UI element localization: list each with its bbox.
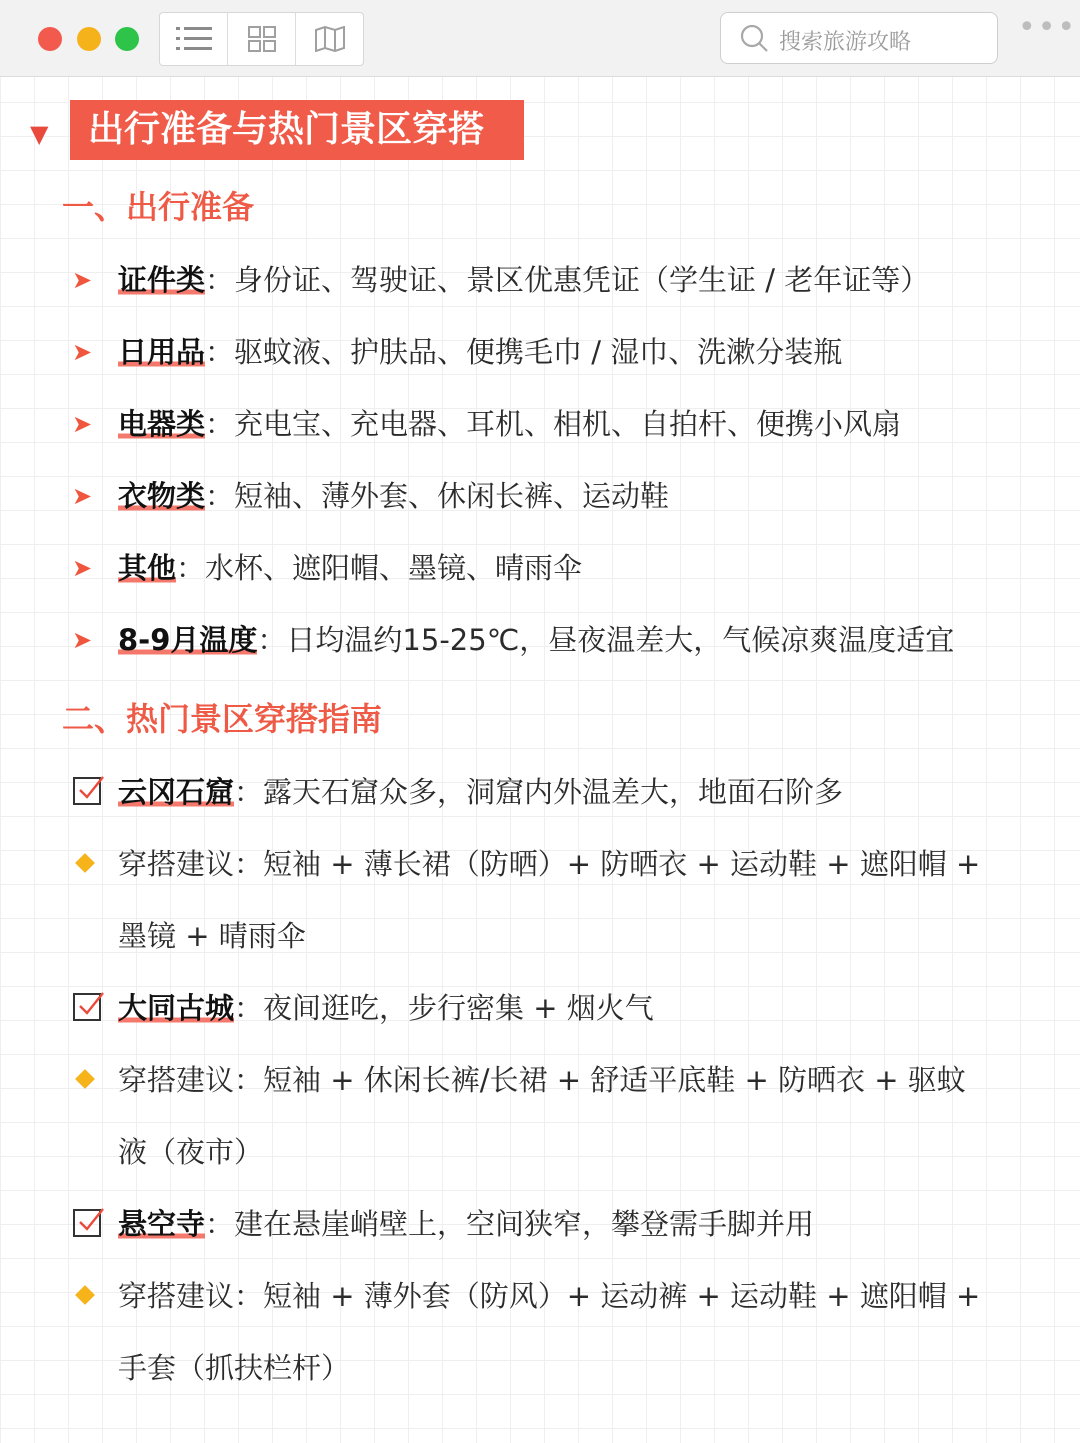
- map-icon: [315, 26, 345, 52]
- item-separator: ：: [205, 335, 235, 369]
- list-view-button[interactable]: [160, 13, 228, 65]
- minimize-window-button[interactable]: [77, 27, 101, 51]
- item-text: 日均温约15-25℃，昼夜温差大，气候凉爽温度适宜: [286, 623, 955, 657]
- diamond-bullet-icon: [75, 1069, 95, 1089]
- item-text: 短袖、薄外套、休闲长裤、运动鞋: [234, 479, 670, 513]
- item-keyword: 证件类: [118, 263, 206, 297]
- grid-icon: [248, 26, 276, 52]
- spot-description: 露天石窟众多，洞窟内外温差大，地面石阶多: [263, 775, 844, 809]
- collapse-triangle-icon[interactable]: ▼: [30, 120, 49, 148]
- search-box[interactable]: [720, 12, 998, 64]
- item-text: 充电宝、充电器、耳机、相机、自拍杆、便携小风扇: [234, 407, 902, 441]
- section-heading-preparation: 一、出行准备: [62, 188, 255, 226]
- item-keyword: 其他: [118, 551, 177, 585]
- advice-text: 穿搭建议：短袖 + 薄外套（防风）+ 运动裤 + 运动鞋 + 遮阳帽 +: [118, 1279, 981, 1313]
- spot-name: 大同古城: [118, 991, 235, 1025]
- item-keyword: 日用品: [118, 335, 206, 369]
- item-separator: ：: [257, 623, 287, 657]
- arrow-bullet-icon: ➤: [72, 410, 93, 438]
- spot-description: 夜间逛吃，步行密集 + 烟火气: [263, 991, 654, 1025]
- spot-separator: ：: [234, 991, 264, 1025]
- close-window-button[interactable]: [38, 27, 62, 51]
- list-icon: [176, 26, 212, 52]
- checkbox-icon[interactable]: [72, 990, 106, 1024]
- map-view-button[interactable]: [296, 13, 363, 65]
- toolbar: [0, 0, 1080, 77]
- arrow-bullet-icon: ➤: [72, 626, 93, 654]
- item-separator: ：: [205, 263, 235, 297]
- item-separator: ：: [205, 407, 235, 441]
- diamond-bullet-icon: [75, 1285, 95, 1305]
- diamond-bullet-icon: [75, 853, 95, 873]
- item-keyword: 衣物类: [118, 479, 206, 513]
- item-separator: ：: [176, 551, 206, 585]
- section-heading-outfit-guide: 二、热门景区穿搭指南: [62, 700, 383, 738]
- item-keyword: 8-9月温度: [118, 623, 258, 657]
- item-text: 水杯、遮阳帽、墨镜、晴雨伞: [205, 551, 583, 585]
- advice-continuation: 液（夜市）: [118, 1135, 264, 1169]
- arrow-bullet-icon: ➤: [72, 482, 93, 510]
- grid-view-button[interactable]: [228, 13, 296, 65]
- spot-description: 建在悬崖峭壁上，空间狭窄，攀登需手脚并用: [234, 1207, 815, 1241]
- spot-separator: ：: [205, 1207, 235, 1241]
- maximize-window-button[interactable]: [115, 27, 139, 51]
- advice-continuation: 墨镜 + 晴雨伞: [118, 919, 306, 953]
- spot-name: 云冈石窟: [118, 775, 235, 809]
- page-title: 出行准备与热门景区穿搭: [70, 100, 524, 160]
- advice-continuation: 手套（抓扶栏杆）: [118, 1351, 351, 1385]
- spot-separator: ：: [234, 775, 264, 809]
- search-placeholder: 搜索旅游攻略: [779, 30, 912, 55]
- arrow-bullet-icon: ➤: [72, 338, 93, 366]
- more-icon[interactable]: •••: [1018, 10, 1078, 45]
- item-separator: ：: [205, 479, 235, 513]
- advice-text: 穿搭建议：短袖 + 休闲长裤/长裙 + 舒适平底鞋 + 防晒衣 + 驱蚊: [118, 1063, 966, 1097]
- search-icon: [739, 23, 769, 53]
- view-switcher: [159, 12, 364, 66]
- item-text: 驱蚊液、护肤品、便携毛巾 / 湿巾、洗漱分装瓶: [234, 335, 843, 369]
- advice-text: 穿搭建议：短袖 + 薄长裙（防晒）+ 防晒衣 + 运动鞋 + 遮阳帽 +: [118, 847, 981, 881]
- checkbox-icon[interactable]: [72, 1206, 106, 1240]
- arrow-bullet-icon: ➤: [72, 266, 93, 294]
- spot-name: 悬空寺: [118, 1207, 206, 1241]
- arrow-bullet-icon: ➤: [72, 554, 93, 582]
- item-keyword: 电器类: [118, 407, 206, 441]
- checkbox-icon[interactable]: [72, 774, 106, 808]
- item-text: 身份证、驾驶证、景区优惠凭证（学生证 / 老年证等）: [234, 263, 930, 297]
